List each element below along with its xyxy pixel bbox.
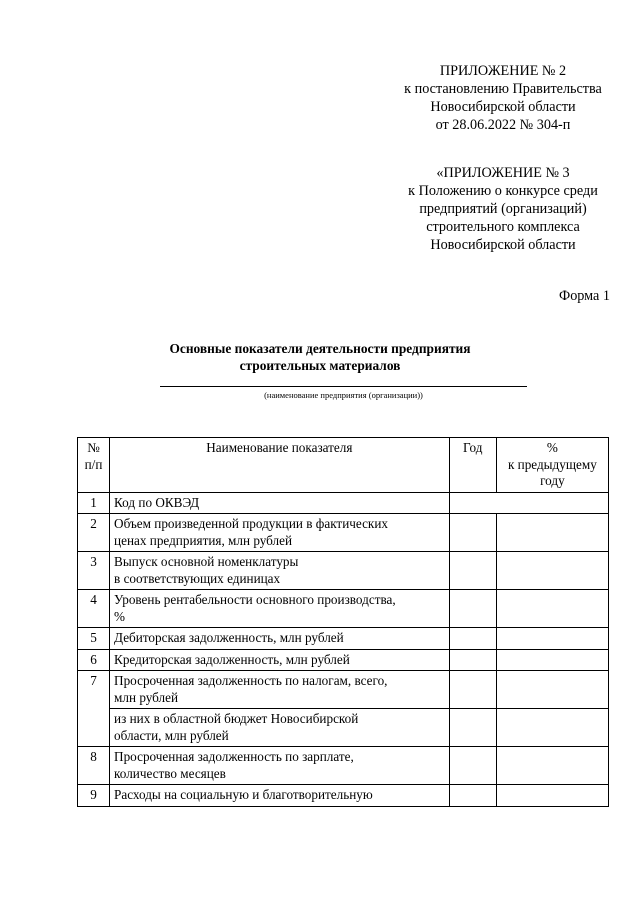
row-indicator-line: Просроченная задолженность по зарплате, [114,749,354,764]
year-value-cell[interactable] [449,747,496,785]
year-value-cell[interactable] [449,552,496,590]
year-value-cell[interactable] [449,785,496,807]
title-line-1: Основные показатели деятельности предприятия [169,341,471,356]
table-row [78,785,609,807]
row-indicator-line: Код по ОКВЭД [114,494,200,510]
table-header-row [78,438,609,493]
row-indicator [110,552,450,590]
header-number-line: № [87,440,100,455]
appendix-3-header [380,164,626,254]
percent-value-cell[interactable] [496,671,608,709]
header-percent-line: к предыдущему [507,456,597,472]
indicators-table [77,437,609,807]
document-title [0,340,640,374]
form-label: Форма 1 [559,288,610,304]
row-indicator-line: Выпуск основной номенклатуры [114,554,299,569]
percent-value-cell[interactable] [496,628,608,650]
organization-caption: (наименование предприятия (организации)) [264,390,423,400]
appendix-3-line: Новосибирской области [430,237,576,253]
table-row [78,628,609,650]
appendix-2-header [380,62,626,134]
table-row [78,709,609,747]
row-indicator-line: Просроченная задолженность по налогам, всего, [114,673,388,688]
row-indicator [110,649,450,671]
header-percent-line: году [540,473,565,488]
row-number: 3 [78,552,110,590]
table-row [78,492,609,514]
table-row [78,747,609,785]
row-number: 6 [78,649,110,671]
row-indicator-line: Уровень рентабельности основного производства, [114,592,396,607]
appendix-2-line: Новосибирской области [430,99,576,115]
percent-value-cell[interactable] [496,552,608,590]
header-percent [496,438,608,493]
row-number: 5 [78,628,110,650]
appendix-2-line: от 28.06.2022 № 304-п [435,117,571,133]
row-indicator [110,671,450,709]
row-number: 4 [78,590,110,628]
okved-value-cell[interactable] [449,492,608,514]
row-indicator [110,628,450,650]
percent-value-cell[interactable] [496,590,608,628]
row-number: 7 [78,671,110,747]
row-indicator-line: Дебиторская задолженность, млн рублей [114,630,344,645]
row-indicator-line: области, млн рублей [114,727,229,743]
appendix-3-line: к Положению о конкурсе среди [408,183,598,199]
title-line-2: строительных материалов [239,358,401,373]
row-indicator-line: из них в областной бюджет Новосибирской [114,711,359,726]
appendix-2-line: к постановлению Правительства [404,81,602,97]
percent-value-cell[interactable] [496,747,608,785]
percent-value-cell[interactable] [496,709,608,747]
appendix-3-line: предприятий (организаций) [419,201,587,217]
year-value-cell[interactable] [449,590,496,628]
percent-value-cell[interactable] [496,785,608,807]
row-indicator [110,747,450,785]
header-number [78,438,110,493]
row-indicator-line: млн рублей [114,689,179,705]
header-indicator-name: Наименование показателя [110,438,450,493]
year-value-cell[interactable] [449,709,496,747]
row-indicator [110,492,450,514]
year-value-cell[interactable] [449,514,496,552]
table-row [78,649,609,671]
row-indicator [110,709,450,747]
row-indicator-line: Расходы на социальную и благотворительную [114,787,373,802]
row-number: 8 [78,747,110,785]
header-year: Год [449,438,496,493]
row-indicator-line: в соответствующих единицах [114,570,281,586]
percent-value-cell[interactable] [496,649,608,671]
table-row [78,590,609,628]
appendix-2-line: ПРИЛОЖЕНИЕ № 2 [439,63,567,79]
row-number: 2 [78,514,110,552]
header-number-line: п/п [84,456,103,472]
row-indicator-line: Объем произведенной продукции в фактических [114,516,388,531]
row-indicator-line: количество месяцев [114,765,226,781]
year-value-cell[interactable] [449,671,496,709]
row-number: 9 [78,785,110,807]
table-row [78,552,609,590]
year-value-cell[interactable] [449,649,496,671]
percent-value-cell[interactable] [496,514,608,552]
table-row [78,514,609,552]
row-number: 1 [78,492,110,514]
header-percent-line: % [546,440,558,455]
row-indicator-line: % [114,608,126,624]
row-indicator-line: ценах предприятия, млн рублей [114,532,293,548]
organization-name-line [160,386,527,387]
year-value-cell[interactable] [449,628,496,650]
row-indicator-line: Кредиторская задолженность, млн рублей [114,651,350,667]
row-indicator [110,785,450,807]
row-indicator [110,590,450,628]
table-row [78,671,609,709]
appendix-3-line: «ПРИЛОЖЕНИЕ № 3 [436,165,570,181]
row-indicator [110,514,450,552]
appendix-3-line: строительного комплекса [426,219,580,235]
